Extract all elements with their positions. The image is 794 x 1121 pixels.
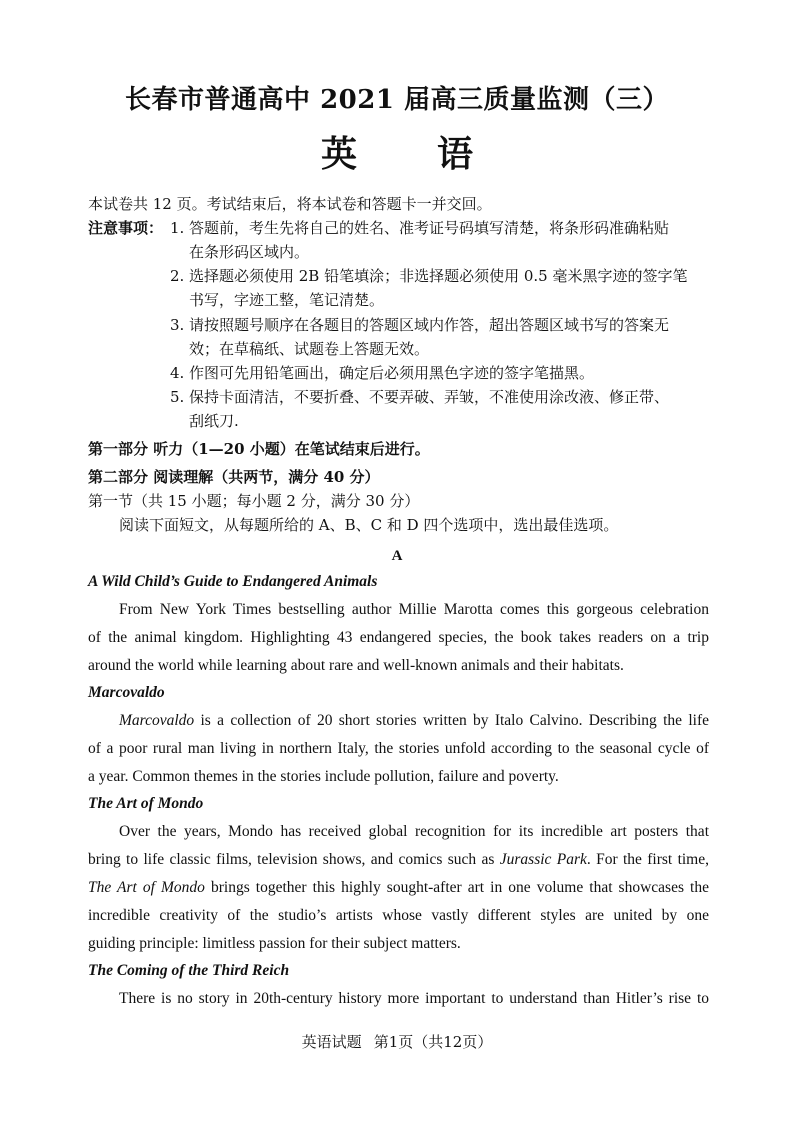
notice-item-1-line-1: 答题前，考生先将自己的姓名、准考证号码填写清楚，将条形码准确粘贴 xyxy=(189,219,670,237)
intro-text: 本试卷共 12 页。考试结束后，将本试卷和答题卡一并交回。 xyxy=(88,195,492,213)
notice-item-5-line-1: 保持卡面清洁，不要折叠、不要弄破、弄皱，不准使用涂改液、修正带、 xyxy=(189,388,670,406)
part-1-heading: 第一部分 听力（1—20 小题）在笔试结束后进行。 xyxy=(88,440,430,458)
notice-item-2-line-1: 选择题必须使用 2B 铅笔填涂；非选择题必须使用 0.5 毫米黑字迹的签字笔 xyxy=(189,267,688,285)
notice-item-3-line-2: 效；在草稿纸、试题卷上答题无效。 xyxy=(189,340,430,358)
book-4-title: The Coming of the Third Reich xyxy=(88,962,290,979)
notice-item-3-line-1: 请按照题号顺序在各题目的答题区域内作答，超出答题区域书写的答案无 xyxy=(189,316,670,334)
subject-heading xyxy=(0,130,794,178)
passage-letter: A xyxy=(391,548,403,564)
notice-item-4-line-1: 作图可先用铅笔画出，确定后必须用黑色字迹的签字笔描黑。 xyxy=(189,364,595,382)
footer-page-number: 第1页（共12页） xyxy=(373,1033,493,1051)
book-1-title: A Wild Child’s Guide to Endangered Animals xyxy=(88,573,378,590)
subject-char-2: 语 xyxy=(437,133,474,175)
part-2-heading: 第二部分 阅读理解（共两节，满分 40 分） xyxy=(88,468,380,486)
book-4-line-1: There is no story in 20th-century history more important to understand than Hitler’s rise to xyxy=(119,990,709,1007)
book-3-line-4: incredible creativity of the studio’s artists whose vastly different styles are united by one xyxy=(88,907,709,924)
subject-char-1: 英 xyxy=(320,133,357,175)
notice-item-5-line-2: 刮纸刀. xyxy=(189,412,239,430)
footer-subject: 英语试题 xyxy=(301,1033,362,1051)
book-2-italic-lead: Marcovaldo xyxy=(119,712,195,729)
notice-item-1-number: 1. xyxy=(170,219,185,237)
book-3-title: The Art of Mondo xyxy=(88,795,204,812)
book-2-line-3: a year. Common themes in the stories include pollution, failure and poverty. xyxy=(88,768,559,785)
section-1-heading: 第一节（共 15 小题；每小题 2 分，满分 30 分） xyxy=(88,492,420,510)
notice-label: 注意事项： xyxy=(88,219,164,237)
page-footer xyxy=(0,1031,794,1053)
notice-item-4-number: 4. xyxy=(170,364,185,382)
notice-item-1-line-2: 在条形码区域内。 xyxy=(189,243,310,261)
notice-item-2-line-2: 书写，字迹工整，笔记清楚。 xyxy=(189,291,385,309)
notice-item-3-number: 3. xyxy=(170,316,185,334)
book-2-line-1: Marcovaldo is a collection of 20 short stories written by Italo Calvino. Describing the life xyxy=(119,712,709,729)
notice-item-5-number: 5. xyxy=(170,388,185,406)
book-2-title: Marcovaldo xyxy=(88,684,165,701)
book-1-line-2: of the animal kingdom. Highlighting 43 endangered species, the book takes readers on a trip xyxy=(88,629,709,646)
book-3-line-3: The Art of Mondo brings together this highly sought-after art in one volume that showcases the xyxy=(88,879,709,896)
book-3-line-5: guiding principle: limitless passion for their subject matters. xyxy=(88,935,461,952)
book-3-line-2: bring to life classic films, television shows, and comics such as Jurassic Park. For the first time, xyxy=(88,851,709,868)
book-2-line-2: of a poor rural man living in northern Italy, the stories unfold according to the seasonal cycle of xyxy=(88,740,709,757)
exam-title: 长春市普通高中 2021 届高三质量监测（三） xyxy=(125,85,669,115)
notice-item-2-number: 2. xyxy=(170,267,185,285)
book-3-line-1: Over the years, Mondo has received global recognition for its incredible art posters that xyxy=(119,823,709,840)
book-1-line-1: From New York Times bestselling author Millie Marotta comes this gorgeous celebration xyxy=(119,601,709,618)
reading-instruction: 阅读下面短文，从每题所给的 A、B、C 和 D 四个选项中，选出最佳选项。 xyxy=(119,516,619,534)
book-1-line-3: around the world while learning about rare and well-known animals and their habitats. xyxy=(88,657,624,674)
